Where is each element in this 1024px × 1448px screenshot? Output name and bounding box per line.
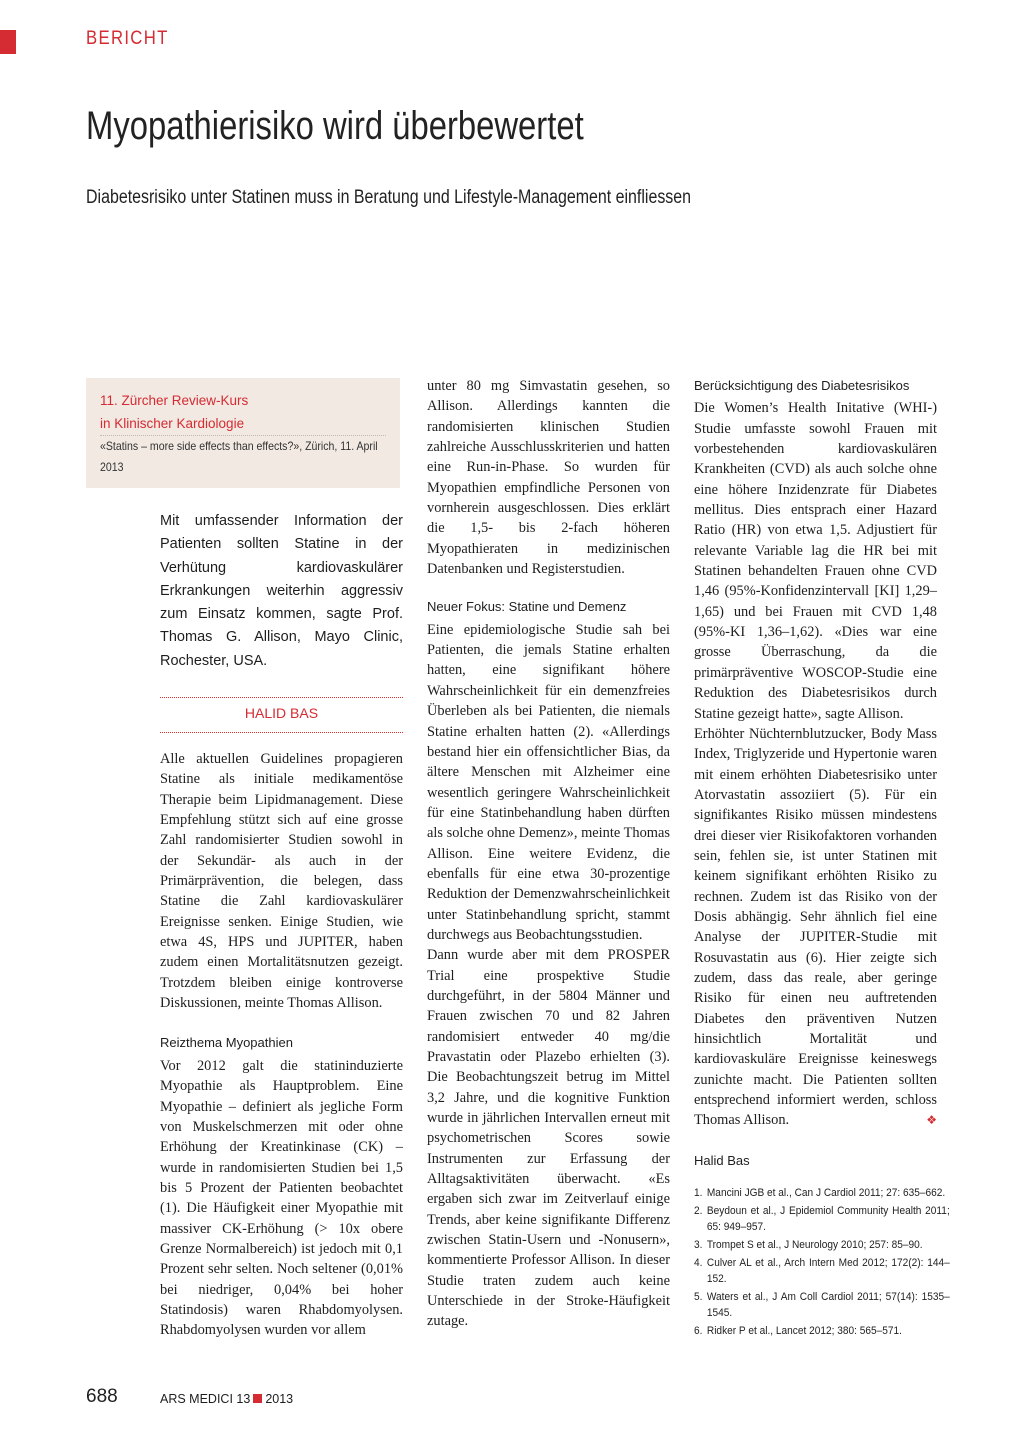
event-infobox [86, 378, 400, 488]
body-paragraph: Die Women’s Health Initative (WHI-) Studie umfasste sowohl Frauen mit vorbestehenden kardiovaskulären Krankheiten (CVD) als auch solche ohne eine höhere Inzidenzrate für Diabetes mellitus. Dies entsprach einer Hazard Ratio (HR) von etwa 1,5. Adjustiert für relevante Variable lag die HR bei mit Statinen behandelten Frauen ohne CVD 1,46 (95%-Konfidenzintervall [KI] 1,29–1,65) und bei Frauen mit CVD 1,48 (95%-KI 1,36–1,62). «Dies war eine grosse Überraschung, da die primärpräventive WOSCOP-Studie eine Reduktion des Diabetesrisikos durch Statine gezeigt hatte», sagte Allison. [694, 400, 937, 722]
body-paragraph: unter 80 mg Simvastatin gesehen, so Allison. Allerdings kannten die randomisierten klinischen Studien zahlreiche Ausschlusskriterien und hatten eine Run-in-Phase. So wurden für Myopathien empfindliche Personen von vornherein ausgeschlossen. Dies erklärt die 1,5- bis 2-fach höheren Myopathieraten in medizinischen Datenbanken und Registerstudien. [427, 378, 670, 578]
reference-item [694, 1185, 950, 1201]
infobox-detail: «Statins – more side effects than effects?», Zürich, 11. April 2013 [100, 439, 378, 474]
body-paragraph: Dann wurde aber mit dem PROSPER Trial eine prospektive Studie durchgeführt, in der 5804 Männer und Frauen zwischen 70 und 82 Jahren randomisiert entweder 40 mg/die Pravastatin oder Plazebo erhielten (3). Die Beobachtungszeit betrug im Mittel 3,2 Jahre, und die kognitive Funktion wurde in jährlichen Intervallen erneut mit psychometrischen Scores sowie Instrumenten zur Erfassung der Alltagsaktivitäten überwacht. «Es ergaben sich zwar im Zeitverlauf einige Trends, aber keine signifikante Differenz zwischen Statin-Usern und -Nonusern», kommentierte Professor Allison. In dieser Studie traten zudem auch keine Unterschiede in der Stroke-Häufigkeit zutage. [427, 947, 670, 1330]
infobox-title-line2: in Klinischer Kardiologie [100, 412, 386, 436]
reference-number: 1. [694, 1187, 703, 1200]
journal-name: ARS MEDICI 13 [160, 1392, 251, 1406]
reference-text: Culver AL et al., Arch Intern Med 2012; 172(2): 144–152. [706, 1257, 950, 1286]
article-author: Halid Bas [694, 1152, 750, 1168]
body-paragraph [694, 724, 937, 1131]
article-subtitle: Diabetesrisiko unter Statinen muss in Beratung und Lifestyle-Management einfliessen [86, 187, 692, 208]
journal-year: 2013 [265, 1392, 294, 1406]
section-heading: Berücksichtigung des Diabetesrisikos [694, 378, 910, 393]
body-paragraph: Alle aktuellen Guidelines propagieren Statine als initiale medikamentöse Therapie beim Lipidmanagement. Diese Empfehlung stützt sich auf eine grosse Zahl randomisierter Studien sowohl in der Sekundär- als auch in der Primärprävention, die belegen, dass Statine die Zahl kardiovaskulärer Ereignisse senken. Einige Studien, wie etwa 4S, HPS und JUPITER, haben zudem einen Mortalitätsnutzen gezeigt. Trotzdem bleiben einige kontroverse Diskussionen, meinte Thomas Allison. [160, 751, 403, 1012]
lead-paragraph: Mit umfassender Information der Patienten sollten Statine in der Verhütung kardiovaskulärer Erkrankungen weiterhin aggressiv zum Einsatz kommen, sagte Prof. Thomas G. Allison, Mayo Clinic, Rochester, USA. [160, 513, 403, 669]
square-icon [253, 1394, 262, 1403]
reference-number: 2. [694, 1205, 703, 1218]
end-mark-icon: ❖ [926, 1113, 937, 1128]
reference-text: Mancini JGB et al., Can J Cardiol 2011; 27: 635–662. [706, 1187, 946, 1200]
text-column-1 [160, 749, 403, 1341]
page-number: 688 [86, 1386, 118, 1407]
reference-number: 6. [694, 1325, 703, 1338]
reference-number: 5. [694, 1291, 703, 1304]
reference-number: 4. [694, 1257, 703, 1270]
reference-item [694, 1237, 950, 1253]
reference-text: Waters et al., J Am Coll Cardiol 2011; 57(14): 1535–1545. [706, 1291, 950, 1320]
reference-item [694, 1289, 950, 1321]
infobox-title-line1: 11. Zürcher Review-Kurs [100, 393, 249, 408]
reference-list [694, 1185, 950, 1339]
text-column-2 [427, 376, 670, 1332]
section-marker [0, 30, 16, 54]
body-text: Erhöhter Nüchternblutzucker, Body Mass Index, Triglyzeride und Hypertonie waren mit einem erhöhten Diabetesrisiko unter Atorvastatin assoziiert (5). Für ein signifikantes Risiko müssen mindestens drei dieser vier Risikofaktoren vorhanden sein, fehlen sie, ist unter Statinen mit keinem signifikant erhöhten Risiko zu rechnen. Zudem ist das Risiko von der Dosis abhängig. Sehr ähnlich fiel eine Analyse der JUPITER-Studie mit Rosuvastatin aus (6). Hier zeigte sich zudem, dass das reale, aber geringe Risiko für einen neu auftretenden Diabetes den präventiven Nutzen hinsichtlich Mortalität und kardiovaskuläre Ereignisse keineswegs zunichte macht. Die Patienten sollten entsprechend informiert werden, schloss Thomas Allison. [694, 725, 937, 1129]
reference-item [694, 1323, 950, 1339]
author-byline: HALID BAS [160, 697, 403, 733]
reference-number: 3. [694, 1239, 703, 1252]
infobox-title [100, 389, 386, 436]
reference-text: Beydoun et al., J Epidemiol Community Health 2011; 65: 949–957. [706, 1205, 950, 1234]
reference-text: Trompet S et al., J Neurology 2010; 257: 85–90. [706, 1239, 923, 1252]
reference-text: Ridker P et al., Lancet 2012; 380: 565–571. [706, 1325, 902, 1338]
section-heading: Neuer Fokus: Statine und Demenz [427, 599, 627, 615]
text-column-3 [694, 376, 950, 1341]
section-heading: Reizthema Myopathien [160, 1035, 293, 1051]
page-footer [86, 1386, 294, 1408]
body-paragraph: Eine epidemiologische Studie sah bei Patienten, die jemals Statine erhalten hatten, eine signifikant höhere Wahrscheinlichkeit für ein demenzfreies Überleben als bei Patienten, die niemals Statine erhalten hatten (2). «Allerdings bestand hier ein offensichtlicher Bias, da ältere Menschen mit Alzheimer eine wesentlich geringere Wahrscheinlichkeit für eine Statinbehandlung haben dürften als solche ohne Demenz», meinte Thomas Allison. Eine weitere Evidenz, die ebenfalls für eine etwa 30-prozentige Reduktion der Demenzwahrscheinlichkeit unter Statinbehandlung spricht, stammt durchwegs aus Beobachtungsstudien. [427, 621, 670, 943]
article-title: Myopathierisiko wird überbewertet [86, 104, 584, 148]
section-label: BERICHT [86, 28, 169, 49]
body-paragraph: Vor 2012 galt die statininduzierte Myopathie als Hauptproblem. Eine Myopathie – definiert als jegliche Form von Muskelschmerzen mit oder ohne Erhöhung der Kreatinkinase (CK) – wurde in randomisierten Studien bei 1,5 bis 5 Prozent der Patienten beobachtet (1). Die Häufigkeit einer Myopathie mit massiver CK-Erhöhung (> 10x obere Grenze Normalbereich) ist jedoch mit 0,1 Prozent sehr selten. Noch seltener (0,01% bei niedriger, 0,04% bei hoher Statindosis) waren Rhabdomyolysen. Rhabdomyolysen wurden vor allem [160, 1057, 403, 1339]
reference-item [694, 1255, 950, 1287]
journal-info [160, 1392, 293, 1406]
reference-item [694, 1203, 950, 1235]
